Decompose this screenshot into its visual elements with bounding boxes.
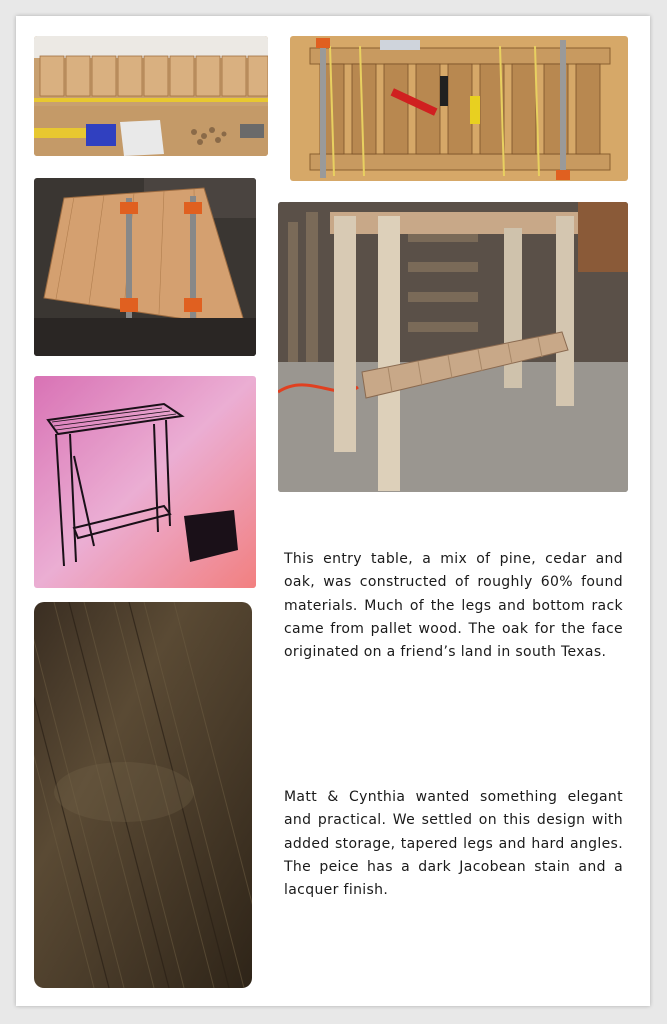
stained-wood-closeup-photo — [34, 602, 252, 988]
glued-panel-photo — [34, 178, 256, 356]
slats-on-floor-photo — [34, 36, 268, 156]
client-paragraph: Matt & Cynthia wanted something elegant and practical. We settled on this design with added storage, tapered legs and hard angles. The peice has a dark Jacobean stain and a lacquer finish. — [284, 789, 623, 899]
clamped-frame-photo — [290, 36, 628, 181]
design-sketch-photo — [34, 376, 256, 588]
finished-table-photo — [278, 202, 628, 492]
description-paragraph: This entry table, a mix of pine, cedar and oak, was constructed of roughly 60% found materials. Much of the legs and bottom rack came from pallet wood. The oak for the face originated on a friend’s land in south Texas. — [284, 551, 623, 661]
photo-collage-page — [16, 16, 650, 1006]
